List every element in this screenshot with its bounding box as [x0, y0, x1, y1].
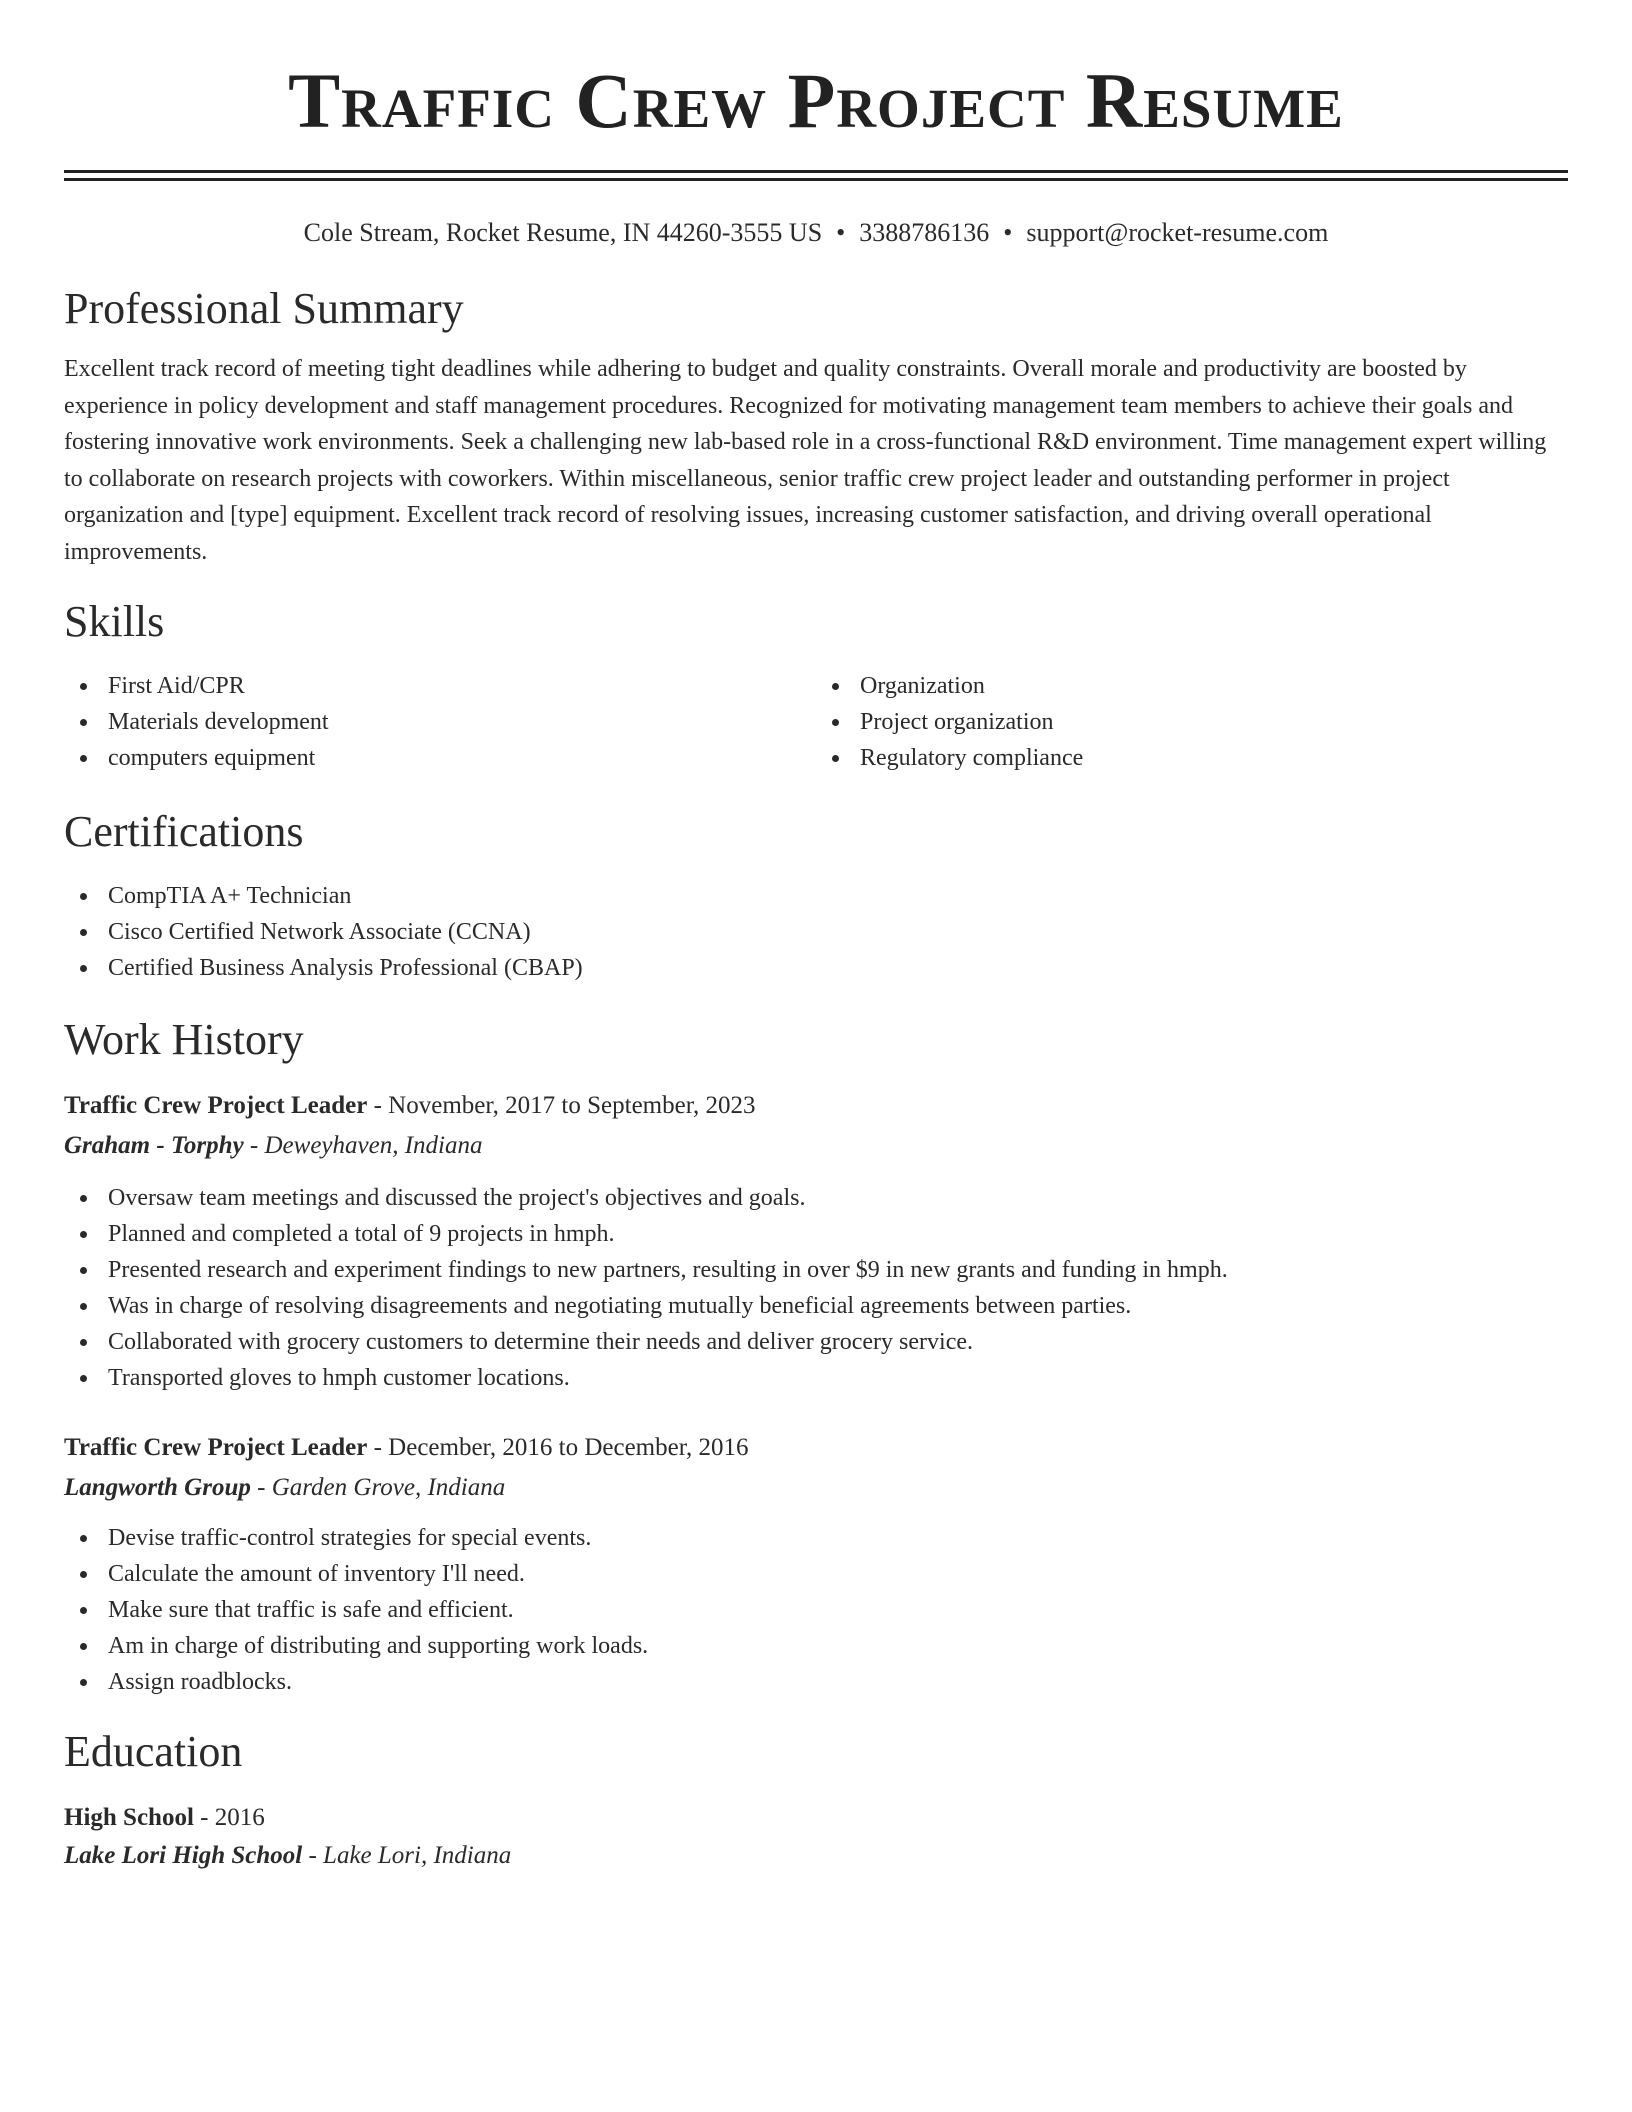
job-entry — [64, 1088, 1568, 1396]
skill-item: First Aid/CPR — [108, 668, 816, 704]
employer-name: Graham - Torphy — [64, 1132, 244, 1159]
job-bullets — [64, 1180, 1568, 1396]
certifications-list — [64, 878, 1568, 986]
job-bullet: Assign roadblocks. — [108, 1664, 1568, 1700]
contact-line — [64, 215, 1568, 251]
job-bullet: Was in charge of resolving disagreements and negotiating mutually beneficial agreements between parties. — [108, 1288, 1568, 1324]
contact-separator: • — [836, 218, 846, 247]
skills-list — [64, 668, 1568, 776]
skill-item: Project organization — [860, 704, 1568, 740]
employer-line — [64, 1470, 1568, 1506]
summary-text: Excellent track record of meeting tight deadlines while adhering to budget and quality constraints. Overall morale and productivity are boosted by experience in policy development and staff management procedures. Recognized for motivating management team members to achieve their goals and fostering innovative work environments. Seek a challenging new lab-based role in a cross-functional R&D environment. Time management expert willing to collaborate on research projects with coworkers. Within miscellaneous, senior traffic crew project leader and outstanding performer in project organization and [type] equipment. Excellent track record of resolving issues, increasing customer satisfaction, and driving overall operational improvements. — [64, 356, 1547, 565]
certifications-heading: Certifications — [64, 807, 304, 856]
job-bullet: Calculate the amount of inventory I'll need. — [108, 1556, 1568, 1592]
employer-name: Langworth Group — [64, 1474, 251, 1501]
school-line — [64, 1838, 1568, 1874]
job-dates: - November, 2017 to September, 2023 — [367, 1092, 756, 1119]
work-history-heading: Work History — [64, 1015, 304, 1064]
certification-item: Cisco Certified Network Associate (CCNA) — [108, 914, 1568, 950]
job-title: Traffic Crew Project Leader — [64, 1092, 368, 1119]
certification-item: Certified Business Analysis Professional (CBAP) — [108, 950, 1568, 986]
skill-item: Regulatory compliance — [860, 740, 1568, 776]
job-dates: - December, 2016 to December, 2016 — [367, 1434, 749, 1461]
contact-email: support@rocket-resume.com — [1026, 218, 1329, 247]
employer-location: - Garden Grove, Indiana — [250, 1474, 506, 1501]
job-entry — [64, 1430, 1568, 1700]
job-bullet: Planned and completed a total of 9 projects in hmph. — [108, 1216, 1568, 1252]
job-bullet: Am in charge of distributing and supporting work loads. — [108, 1628, 1568, 1664]
job-bullet: Devise traffic-control strategies for special events. — [108, 1520, 1568, 1556]
job-title-line — [64, 1430, 1568, 1466]
degree-line — [64, 1800, 1568, 1836]
skills-heading: Skills — [64, 597, 165, 646]
resume-title: Traffic Crew Project Resume — [288, 57, 1344, 144]
job-bullets — [64, 1520, 1568, 1700]
skill-item: Materials development — [108, 704, 816, 740]
skill-item: computers equipment — [108, 740, 816, 776]
job-bullet: Presented research and experiment findings to new partners, resulting in over $9 in new grants and funding in hmph. — [108, 1252, 1568, 1288]
degree: High School — [64, 1804, 194, 1831]
school-name: Lake Lori High School — [64, 1842, 303, 1869]
education-heading: Education — [64, 1727, 243, 1776]
school-location: - Lake Lori, Indiana — [302, 1842, 512, 1869]
contact-separator: • — [1003, 218, 1013, 247]
job-bullet: Collaborated with grocery customers to determine their needs and deliver grocery service. — [108, 1324, 1568, 1360]
education-entry — [64, 1800, 1568, 1874]
certification-item: CompTIA A+ Technician — [108, 878, 1568, 914]
job-title-line — [64, 1088, 1568, 1124]
skills-column-right — [816, 668, 1568, 776]
contact-phone: 3388786136 — [859, 218, 990, 247]
job-title: Traffic Crew Project Leader — [64, 1434, 368, 1461]
job-bullet: Transported gloves to hmph customer locations. — [108, 1360, 1568, 1396]
job-bullet: Make sure that traffic is safe and efficient. — [108, 1592, 1568, 1628]
contact-address: Cole Stream, Rocket Resume, IN 44260-3555 US — [303, 218, 823, 247]
summary-heading: Professional Summary — [64, 284, 464, 333]
employer-line — [64, 1128, 1568, 1164]
skill-item: Organization — [860, 668, 1568, 704]
graduation-year: - 2016 — [193, 1804, 265, 1831]
job-bullet: Oversaw team meetings and discussed the project's objectives and goals. — [108, 1180, 1568, 1216]
employer-location: - Deweyhaven, Indiana — [243, 1132, 483, 1159]
skills-column-left — [64, 668, 816, 776]
title-divider — [64, 170, 1568, 181]
